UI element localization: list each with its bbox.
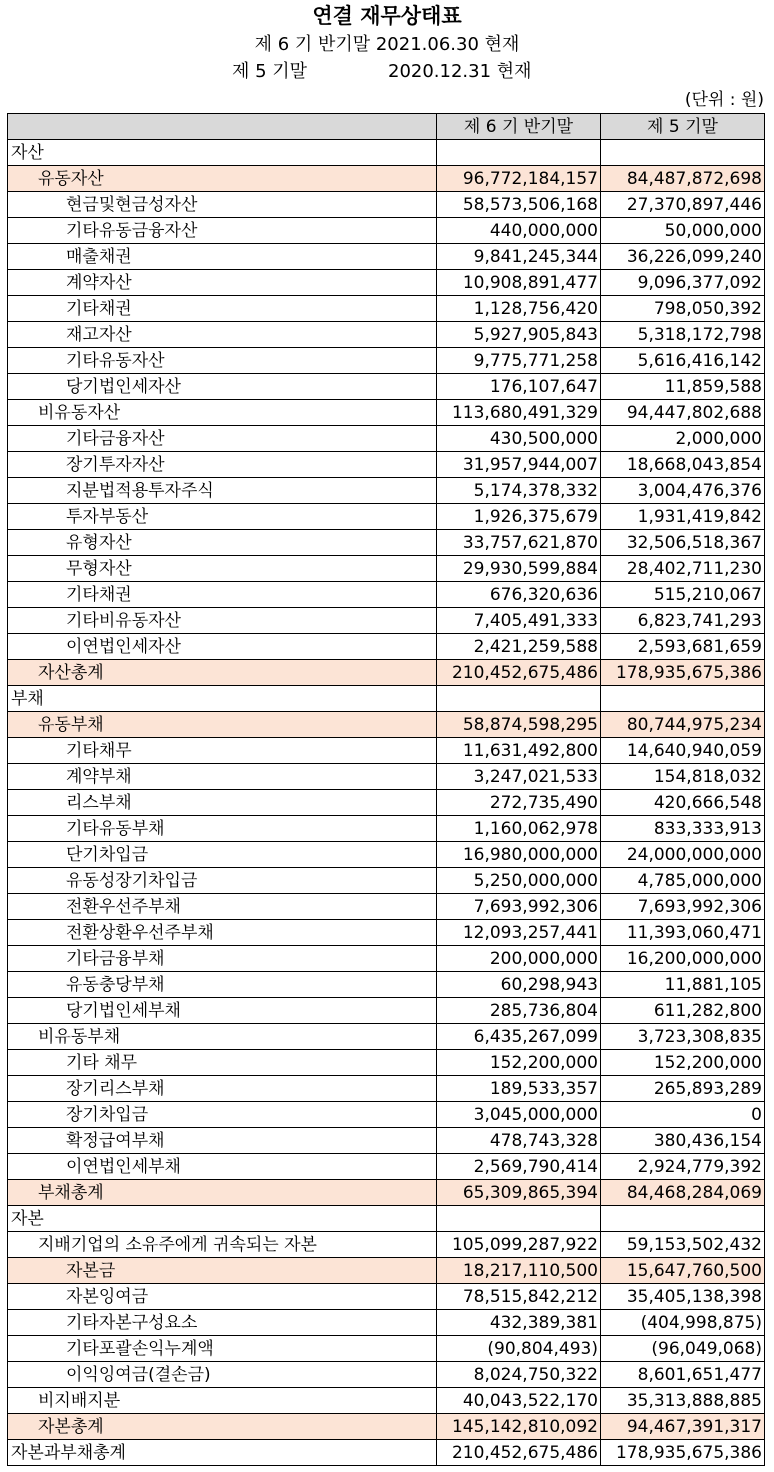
account-label: 유동충당부채 [8,972,437,998]
current-period-value: 40,043,522,170 [437,1388,601,1414]
table-body [8,140,765,1466]
account-label: 이익잉여금(결손금) [8,1362,437,1388]
prior-period-value: 1,931,419,842 [601,504,765,530]
prior-period-value: 16,200,000,000 [601,946,765,972]
account-label: 기타 채무 [8,1050,437,1076]
table-row [8,816,765,842]
table-row [8,478,765,504]
prior-period-value: 35,405,138,398 [601,1284,765,1310]
table-row [8,972,765,998]
prior-period-value: 2,000,000 [601,426,765,452]
table-row [8,1362,765,1388]
account-label: 자본과부채총계 [8,1440,437,1466]
prior-period-value: 94,467,391,317 [601,1414,765,1440]
prior-period-value: (96,049,068) [601,1336,765,1362]
current-period-value: 152,200,000 [437,1050,601,1076]
current-period-value: 210,452,675,486 [437,1440,601,1466]
account-label: 비유동부채 [8,1024,437,1050]
current-period-value: 145,142,810,092 [437,1414,601,1440]
account-label: 자본잉여금 [8,1284,437,1310]
period-current: 제 6 기 반기말 2021.06.30 현재 [254,34,520,55]
current-period-value: 58,874,598,295 [437,712,601,738]
account-label: 지분법적용투자주식 [8,478,437,504]
table-row [8,582,765,608]
table-row [8,1414,765,1440]
account-label: 유동부채 [8,712,437,738]
prior-period-value: 2,593,681,659 [601,634,765,660]
current-period-value: 12,093,257,441 [437,920,601,946]
prior-period-value: 4,785,000,000 [601,868,765,894]
current-period-value: 189,533,357 [437,1076,601,1102]
current-period-value: 29,930,599,884 [437,556,601,582]
prior-period-value: 7,693,992,306 [601,894,765,920]
account-label: 기타유동부채 [8,816,437,842]
table-row [8,426,765,452]
prior-period-value: 152,200,000 [601,1050,765,1076]
current-period-value: 2,421,259,588 [437,634,601,660]
current-period-value: 285,736,804 [437,998,601,1024]
header-account [8,114,437,140]
current-period-value: 78,515,842,212 [437,1284,601,1310]
account-label: 기타자본구성요소 [8,1310,437,1336]
account-label: 기타채권 [8,582,437,608]
header-current-period: 제 6 기 반기말 [437,114,601,140]
current-period-value: 1,128,756,420 [437,296,601,322]
prior-period-value: 50,000,000 [601,218,765,244]
prior-period-value: 36,226,099,240 [601,244,765,270]
prior-period-value: 24,000,000,000 [601,842,765,868]
prior-period-value: 84,487,872,698 [601,166,765,192]
prior-period-value: 798,050,392 [601,296,765,322]
prior-period-value: 154,818,032 [601,764,765,790]
table-row [8,790,765,816]
prior-period-value: 5,616,416,142 [601,348,765,374]
table-row [8,374,765,400]
current-period-value: 8,024,750,322 [437,1362,601,1388]
current-period-value: 200,000,000 [437,946,601,972]
table-row [8,218,765,244]
current-period-value: 18,217,110,500 [437,1258,601,1284]
current-period-value: 478,743,328 [437,1128,601,1154]
account-label: 기타채무 [8,738,437,764]
table-row [8,244,765,270]
table-row [8,1206,765,1232]
prior-period-value: 11,881,105 [601,972,765,998]
period-prior-date: 2020.12.31 현재 [388,61,532,82]
account-label: 리스부채 [8,790,437,816]
table-row [8,504,765,530]
current-period-value: 10,908,891,477 [437,270,601,296]
account-label: 계약부채 [8,764,437,790]
current-period-value: 105,099,287,922 [437,1232,601,1258]
table-row [8,738,765,764]
prior-period-value: 9,096,377,092 [601,270,765,296]
table-row [8,1440,765,1466]
account-label: 자본총계 [8,1414,437,1440]
prior-period-value: 35,313,888,885 [601,1388,765,1414]
table-row [8,634,765,660]
account-label: 장기리스부채 [8,1076,437,1102]
table-row [8,946,765,972]
current-period-value: 16,980,000,000 [437,842,601,868]
current-period-value: 65,309,865,394 [437,1180,601,1206]
account-label: 부채총계 [8,1180,437,1206]
table-row [8,1388,765,1414]
table-row [8,1232,765,1258]
current-period-value: 3,247,021,533 [437,764,601,790]
account-label: 기타유동자산 [8,348,437,374]
prior-period-value: 27,370,897,446 [601,192,765,218]
account-label: 기타비유동자산 [8,608,437,634]
table-row [8,1050,765,1076]
account-label: 투자부동산 [8,504,437,530]
prior-period-value: 0 [601,1102,765,1128]
prior-period-value: 11,393,060,471 [601,920,765,946]
account-label: 기타채권 [8,296,437,322]
table-row [8,400,765,426]
account-label: 무형자산 [8,556,437,582]
prior-period-value: 32,506,518,367 [601,530,765,556]
prior-period-value: 3,723,308,835 [601,1024,765,1050]
prior-period-value: 59,153,502,432 [601,1232,765,1258]
table-row [8,1310,765,1336]
table-row [8,1076,765,1102]
account-label: 장기투자자산 [8,452,437,478]
current-period-value: 33,757,621,870 [437,530,601,556]
prior-period-value: 18,668,043,854 [601,452,765,478]
current-period-value: 31,957,944,007 [437,452,601,478]
table-row [8,842,765,868]
statement-title: 연결 재무상태표 [312,4,462,28]
table-row [8,322,765,348]
current-period-value: 11,631,492,800 [437,738,601,764]
account-label: 자산총계 [8,660,437,686]
account-label: 당기법인세부채 [8,998,437,1024]
prior-period-value: 15,647,760,500 [601,1258,765,1284]
current-period-value: 210,452,675,486 [437,660,601,686]
prior-period-value: 2,924,779,392 [601,1154,765,1180]
table-header-row [8,114,765,140]
account-label: 기타금융부채 [8,946,437,972]
account-label: 자산 [8,140,437,166]
account-label: 자본금 [8,1258,437,1284]
account-label: 매출채권 [8,244,437,270]
account-label: 전환우선주부채 [8,894,437,920]
current-period-value: 96,772,184,157 [437,166,601,192]
table-row [8,192,765,218]
account-label: 확정급여부채 [8,1128,437,1154]
current-period-value: 5,250,000,000 [437,868,601,894]
prior-period-value: 80,744,975,234 [601,712,765,738]
table-row [8,764,765,790]
account-label: 계약자산 [8,270,437,296]
account-label: 지배기업의 소유주에게 귀속되는 자본 [8,1232,437,1258]
prior-period-value: 14,640,940,059 [601,738,765,764]
table-row [8,1180,765,1206]
account-label: 단기차입금 [8,842,437,868]
table-row [8,1336,765,1362]
current-period-value [437,140,601,166]
prior-period-value: 515,210,067 [601,582,765,608]
account-label: 부채 [8,686,437,712]
current-period-value: 5,174,378,332 [437,478,601,504]
current-period-value: 176,107,647 [437,374,601,400]
current-period-value: 1,160,062,978 [437,816,601,842]
prior-period-value: 28,402,711,230 [601,556,765,582]
table-row [8,270,765,296]
current-period-value: 430,500,000 [437,426,601,452]
table-row [8,1128,765,1154]
account-label: 기타포괄손익누계액 [8,1336,437,1362]
prior-period-value: 178,935,675,386 [601,660,765,686]
prior-period-value [601,1206,765,1232]
current-period-value: 1,926,375,679 [437,504,601,530]
account-label: 장기차입금 [8,1102,437,1128]
table-row [8,998,765,1024]
table-row [8,140,765,166]
prior-period-value: 11,859,588 [601,374,765,400]
account-label: 기타금융자산 [8,426,437,452]
prior-period-value: 178,935,675,386 [601,1440,765,1466]
header-prior-period: 제 5 기말 [601,114,765,140]
account-label: 현금및현금성자산 [8,192,437,218]
table-row [8,686,765,712]
account-label: 비지배지분 [8,1388,437,1414]
prior-period-value: 380,436,154 [601,1128,765,1154]
current-period-value: 272,735,490 [437,790,601,816]
current-period-value: 7,405,491,333 [437,608,601,634]
table-row [8,348,765,374]
account-label: 자본 [8,1206,437,1232]
prior-period-value: (404,998,875) [601,1310,765,1336]
current-period-value: 9,841,245,344 [437,244,601,270]
prior-period-value: 420,666,548 [601,790,765,816]
table-row [8,894,765,920]
account-label: 이연법인세자산 [8,634,437,660]
balance-sheet-table [7,113,765,1466]
table-row [8,556,765,582]
account-label: 유동성장기차입금 [8,868,437,894]
unit-label: (단위 : 원) [684,90,764,110]
current-period-value: 676,320,636 [437,582,601,608]
current-period-value: 6,435,267,099 [437,1024,601,1050]
current-period-value: 7,693,992,306 [437,894,601,920]
table-row [8,920,765,946]
current-period-value [437,686,601,712]
prior-period-value: 8,601,651,477 [601,1362,765,1388]
period-prior-label: 제 5 기말 [232,61,308,82]
table-row [8,296,765,322]
account-label: 기타유동금융자산 [8,218,437,244]
prior-period-value: 833,333,913 [601,816,765,842]
table-row [8,1102,765,1128]
account-label: 당기법인세자산 [8,374,437,400]
account-label: 비유동자산 [8,400,437,426]
account-label: 재고자산 [8,322,437,348]
account-label: 전환상환우선주부채 [8,920,437,946]
prior-period-value: 6,823,741,293 [601,608,765,634]
account-label: 이연법인세부채 [8,1154,437,1180]
prior-period-value: 84,468,284,069 [601,1180,765,1206]
account-label: 유형자산 [8,530,437,556]
table-row [8,1258,765,1284]
current-period-value [437,1206,601,1232]
table-row [8,1284,765,1310]
table-row [8,868,765,894]
table-row [8,452,765,478]
table-row [8,1154,765,1180]
account-label: 유동자산 [8,166,437,192]
current-period-value: 432,389,381 [437,1310,601,1336]
table-row [8,712,765,738]
prior-period-value: 611,282,800 [601,998,765,1024]
prior-period-value [601,686,765,712]
prior-period-value: 3,004,476,376 [601,478,765,504]
current-period-value: 113,680,491,329 [437,400,601,426]
current-period-value: 9,775,771,258 [437,348,601,374]
current-period-value: 440,000,000 [437,218,601,244]
table-row [8,530,765,556]
prior-period-value: 265,893,289 [601,1076,765,1102]
prior-period-value: 94,447,802,688 [601,400,765,426]
prior-period-value [601,140,765,166]
prior-period-value: 5,318,172,798 [601,322,765,348]
table-row [8,1024,765,1050]
current-period-value: 3,045,000,000 [437,1102,601,1128]
current-period-value: 58,573,506,168 [437,192,601,218]
current-period-value: (90,804,493) [437,1336,601,1362]
current-period-value: 60,298,943 [437,972,601,998]
current-period-value: 2,569,790,414 [437,1154,601,1180]
table-row [8,660,765,686]
current-period-value: 5,927,905,843 [437,322,601,348]
table-row [8,166,765,192]
table-row [8,608,765,634]
